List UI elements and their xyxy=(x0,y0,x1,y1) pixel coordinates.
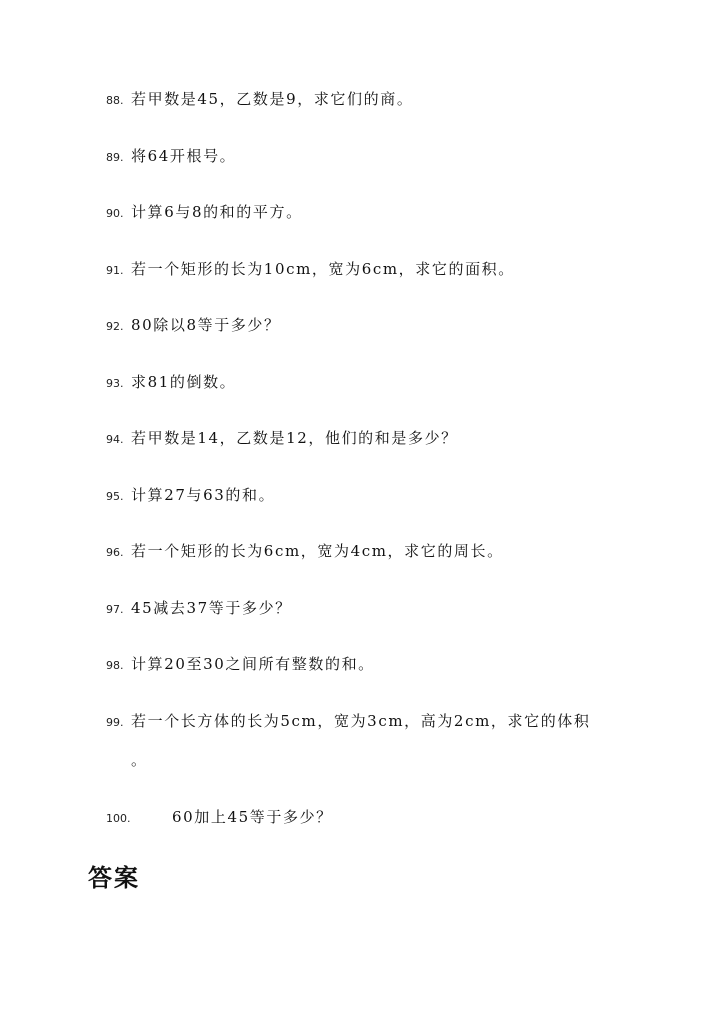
question-number: 97. xyxy=(106,602,124,616)
question-text: 计算27与63的和。 xyxy=(131,485,276,504)
question-item xyxy=(0,369,720,426)
question-item xyxy=(0,595,720,652)
question-item xyxy=(0,651,720,708)
answer-heading: 答案 xyxy=(88,863,140,892)
question-number: 99. xyxy=(106,715,124,729)
question-text: 若一个矩形的长为6cm，宽为4cm，求它的周长。 xyxy=(131,542,504,560)
question-text: 将64开根号。 xyxy=(131,146,237,165)
question-text-continuation: 。 xyxy=(131,750,148,769)
question-text: 若甲数是14，乙数是12，他们的和是多少？ xyxy=(131,429,458,447)
question-number: 88. xyxy=(106,94,124,107)
question-text: 若一个长方体的长为5cm，宽为3cm，高为2cm，求它的体积 xyxy=(131,711,591,730)
question-text: 求81的倒数。 xyxy=(131,372,237,391)
question-number: 91. xyxy=(106,263,124,277)
question-text: 计算6与8的和的平方。 xyxy=(131,203,303,221)
question-number: 94. xyxy=(106,433,124,446)
question-item xyxy=(0,425,720,482)
question-text: 80除以8等于多少？ xyxy=(131,316,281,334)
question-text: 45减去37等于多少？ xyxy=(131,598,292,617)
question-item xyxy=(0,143,720,200)
question-number: 93. xyxy=(106,376,124,390)
question-item xyxy=(0,482,720,539)
question-number: 92. xyxy=(106,320,124,333)
question-item xyxy=(0,804,720,861)
question-number: 89. xyxy=(106,150,124,164)
question-text: 计算20至30之间所有整数的和。 xyxy=(131,655,375,673)
question-number: 95. xyxy=(106,489,124,503)
question-item xyxy=(0,86,720,143)
question-list xyxy=(0,86,720,860)
question-item xyxy=(0,538,720,595)
question-item xyxy=(0,199,720,256)
question-text: 60加上45等于多少？ xyxy=(172,807,333,826)
question-number: 96. xyxy=(106,546,124,559)
question-number: 100. xyxy=(106,811,131,825)
question-item xyxy=(0,708,720,804)
question-text: 若一个矩形的长为10cm，宽为6cm，求它的面积。 xyxy=(131,259,515,278)
question-item xyxy=(0,256,720,313)
question-item xyxy=(0,312,720,369)
question-number: 98. xyxy=(106,659,124,672)
question-number: 90. xyxy=(106,207,124,220)
question-text: 若甲数是45，乙数是9，求它们的商。 xyxy=(131,90,414,108)
